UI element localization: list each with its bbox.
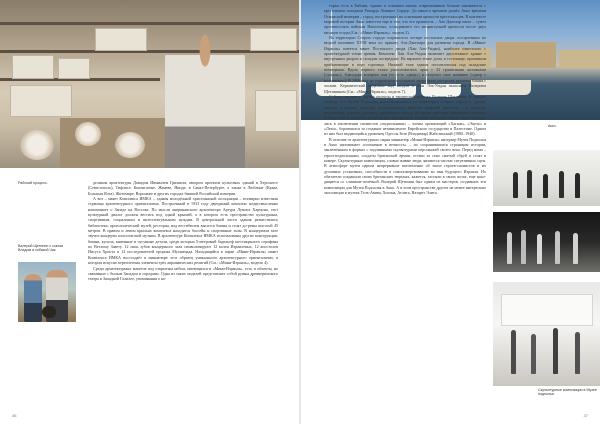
portrait-photo (18, 262, 76, 322)
left-paragraph: А вот – макет Комплекса ИМКА – здания молодёжной христианской ассоциации – всемирно известная страница архитектурного ориентализма. Построенный в 1933 году двуединый комплекс недвусмысленно напоминает о Западе на Востоке. По мысли американского архитектора Артура Лумиса Хармона, этот культурный диалог должен вестись под одной крышей, а в котором есть пространство культурным, спортивным, социальным и интеллектуальным нуждам. В центральной части здания разместились библиотека, археологический музей, ресторан, над вестибюлем высится башня и стоят до-ремы высотой 45 метров. В правом и левом крыльях комплекса находятся бассейн и спортивные залы. В концертном зале звучит концерты классической музыки. В архитектуре Комплекса ИМКА использованы другие конструкции, башни, купола, каменные и чугунные детали, среди которых 5-метровый барельеф шестикрылого серафима по Ветхому Завету. 12 окон зубов концертного зала символизируют 12 колен Израилевых, 12 апостолов Иисуса Христа и 12 последователей пророка Мухаммада. Находящийся в парке «Мини-Израиля» макет Комплекса ИМКА воссоздаёт в миниатюре этот образец уникального архитектурного ориентализма, в котором искусно переплетены элементы трёх авраамических религий (См.: «Мини-Израиль», модель 4). (88, 196, 278, 266)
sculpture-photo-2 (493, 212, 600, 272)
portrait-caption: Валерий Щетинин с сыном Владом и собакой Чак. (18, 244, 64, 253)
workshop-photo (0, 0, 300, 168)
sculpture-photo-3 (493, 282, 600, 386)
right-paragraph: В отличие от архитектурного парка миниатюр «Мини-Израиль» интерьер Музея Подполья в Акко напоминает «погонение в вечность» – по сохранившимся страницам истории, заключённым в формах с подлинными скульптурами персонажей своего века. Перед нами – герои-подпольщики, солдаты британской армии, отсеки за сено сжатый сбруй и стоят в камере. Скульптурные композиции, словно живые люди, являются частью ситуативных сцен. В атмосфере музея царила непрерывное впечатление об эпохе героев-сионистов и их духовных установках, способности в самопожертвованию во имя будущего Израиля. Но обитатели сохранили своих британских тюрьмах, кажется, застыли в своих позах, еще находящиеся со слишком-почётной. Валерий Щетинин был одним из мастеров, создавших эти композиции для Музея Подполья в Акко. А в этом пространстве других не менее интересные экспозиции в музеях Тель-Авива, Холона, Атлита, Назарет Элита. (324, 136, 486, 196)
left-paragraph: Среди архитектурных макетов под открытым небом, имеющихся в «Мини-Израиль», есть и объекты, не связанные с былым Западом и городами. Одна из таких моделей представляет собой руины древнеримского театра в Западной Галилее, упоминания о ко- (88, 265, 278, 282)
page-number-left: 36 (12, 413, 17, 418)
right-paragraph: На территории Старого города сохранилось четыре постоялых двора, построенных во второй половине XVIII века по приказу Аль-Джаззара для развития города. В «Мини-Израиль» имеется макет Постоялого двора (Хан Аль-Умдан), наиболее известного с архитектурной точки зрения. Комплекс Хан Аль-Умдан включает двухэтажное здание с внутренним двором и складом посередине. На верхнем этаже дома, в гостинице, проживали прибывающие в порт торговцы. Нижний этаж здания использовался под складские помещения. Вдоль первого этажа расположились арки с 32 гранитными колоннами («умдан»), благодаря которым хан (то есть «двор») и получил свое название («двор с колоннами»). В 1906 году на территории постоялого двора была построена красивая башня с часами. Керамический медальон над входом в Хан Эль-Умдан выполнен Валерием Щетининым (См.: «Мини-Израиль», модель 7). (324, 35, 486, 94)
harbor-caption: Акко. (548, 124, 557, 128)
workshop-caption: Рабочий процесс. (18, 181, 48, 185)
right-paragraph: торых есть в Библии, однако в сознании наших современников больше связывается с крестовыми походами Ричарда Львиное Сердце. До нашего времени дошёл Акко времени Османской империи – город, построенный на основании крепости крестоносцев. В контексте мировой истории Акко известен еще и тем, что его правитель – Аль-Джаззар паша – сумел противостоять войскам Наполеона, осаждавшего его неприступной крепости после двух месяцев осады (См.: «Мини-Израиль», модель 2). (324, 3, 486, 35)
sculptures-caption: Скульптурные композиции в Музее подполья. (538, 388, 597, 397)
left-text-column (88, 180, 278, 412)
right-paragraph: С Акко связаны и другие проекты в творческой копилке Валерия Щетинина. В первую очередь, это Музей Подполья, располагающийся на территории Старого города в здании, которое в разные периоды использовалось качестве военной крепости – в качестве резиденции, тюрьмы, казармы, оружейного склада. Во время действия Британского мандата в Палестине в крепости размещалась центральная тюрьма северной страны. Здесь находились в заключении сионистов «подпольники» – члены организаций «Хагана», «Эцель» и «Лехи», боровшихся за создание независимого Еврейского государства в Палестине. Одним из них был выдающийся уроженец Одессы Зеэв (Владимир) Жаботинский (1880–1940). (324, 93, 486, 137)
sculpture-photo-1 (493, 150, 600, 206)
page-number-right: 37 (583, 413, 588, 418)
left-paragraph: деликом архитектуры Давидом Иванычем Гриммом, автором проектов культовых зданий в Херсонесе (Севастополь), Тифлисе, Копенгагене, Женеве, Ницце, в Санкт-Петербурге, а также в Люблине (Крым, Большая Ялта). Житомире, Воронеже и других городах бывшей Российской империи. (88, 180, 278, 196)
right-text-column (324, 3, 486, 415)
